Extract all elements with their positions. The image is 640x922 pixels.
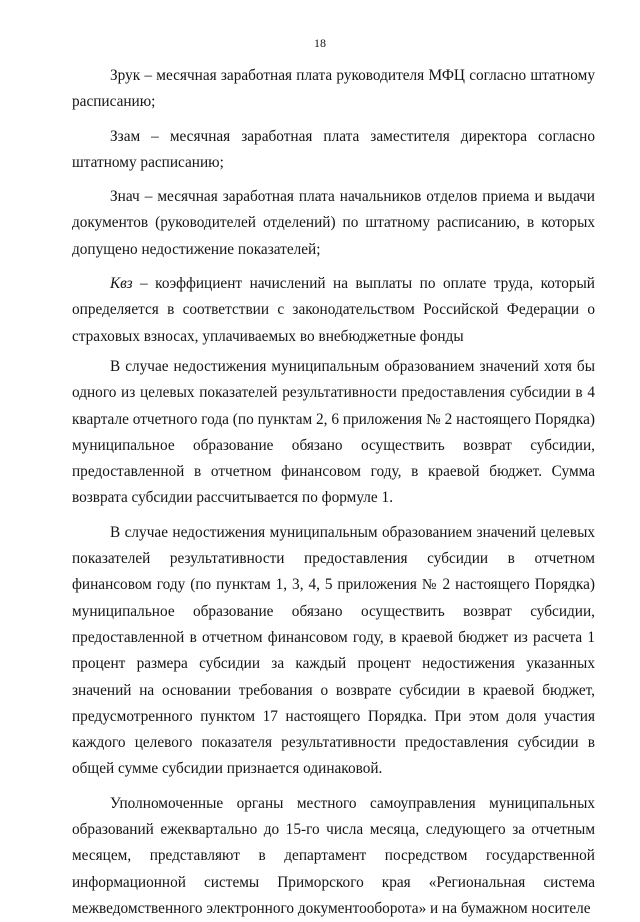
paragraph-refund-q4: В случае недостижения муниципальным образованием значений хотя бы одного из целевых показателей результативности предоставления субсидии в 4 квартале отчетного года (по пунктам 2, 6 приложения № 2 настоящего Порядка) муниципальное образование обязано осуществить возврат субсидии, предоставленной в отчетном финансовом году, в краевой бюджет. Сумма возврата субсидии рассчитывается по формуле 1. xyxy=(72,357,595,507)
paragraph-zruk: Зрук – месячная заработная плата руководителя МФЦ согласно штатному расписанию; xyxy=(72,67,595,111)
page-number: 18 xyxy=(314,36,326,50)
paragraph-zzam: Ззам – месячная заработная плата заместителя директора согласно штатному расписанию; xyxy=(72,127,595,171)
paragraph-reporting: Уполномоченные органы местного самоуправления муниципальных образований ежеквартально до 15-го числа месяца, следующего за отчетным месяцем, представляют в департамент посредством государственной информационной системы Приморского края «Региональная система межведомственного электронного документооборота» и на бумажном носителе xyxy=(72,794,595,917)
kvz-definition: – коэффициент начислений на выплаты по оплате труда, который определяется в соответствии с законодательством Российской Федерации о страховых взносах, уплачиваемых во внебюджетные фонды xyxy=(72,275,595,345)
paragraph-znach: Знач – месячная заработная плата начальников отделов приема и выдачи документов (руководителей отделений) по штатному расписанию, в которых допущено недостижение показателей; xyxy=(72,188,595,258)
paragraph-refund-annual: В случае недостижения муниципальным образованием значений целевых показателей результативности предоставления субсидии в отчетном финансовом году (по пунктам 1, 3, 4, 5 приложения № 2 настоящего Порядка) муниципальное образование обязано осуществить возврат субсидии, предоставленной в отчетном финансовом году, в краевой бюджет из расчета 1 процент размера субсидии за каждый процент недостижения указанных значений на основании требования о возврате субсидии в краевой бюджет, предусмотренного пунктом 17 настоящего Порядка. При этом доля участия каждого целевого показателя результативности предоставления субсидии в общей сумме субсидии признается одинаковой. xyxy=(72,523,595,778)
kvz-symbol: Квз xyxy=(110,275,133,293)
paragraph-kvz xyxy=(72,271,595,350)
body-text xyxy=(72,63,595,922)
